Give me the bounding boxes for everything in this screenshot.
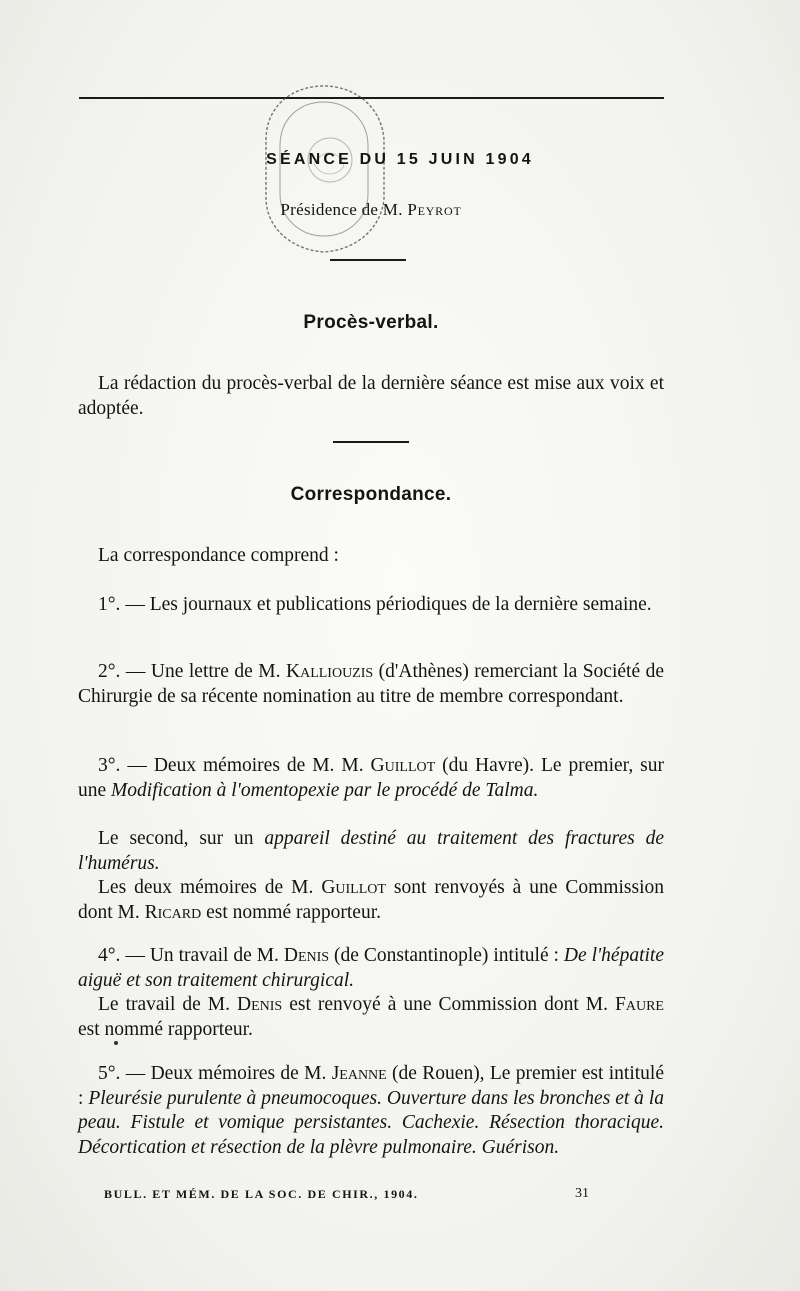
item-4-paragraph-2: Le travail de M. Denis est renvoyé à une Commission dont M. Faure est nommé rapporteur.	[78, 994, 664, 1040]
library-stamp	[252, 78, 394, 260]
item-text: — Les journaux et publications périodiques de la dernière semaine.	[120, 594, 652, 615]
memoir-title: Modification à l'omentopexie par le procédé de Talma.	[111, 779, 539, 801]
presidence-prefix: Présidence de M.	[280, 200, 403, 219]
proces-verbal-text: La rédaction du procès-verbal de la dernière séance est mise aux voix et adoptée.	[78, 373, 664, 419]
item-3-paragraph-1: 3°. — Deux mémoires de M. M. Guillot (du Havre). Le premier, sur une Modification à l'omentopexie par le procédé de Talma.	[78, 755, 665, 801]
page-number: 31	[575, 1186, 589, 1201]
person-name: Guillot	[370, 755, 436, 776]
item-number: 5°.	[98, 1063, 121, 1084]
person-name: Ricard	[144, 901, 202, 923]
item-number: 4°.	[98, 945, 121, 966]
work-title: De l'hépatite aiguë et son traitement chirurgical.	[78, 945, 664, 991]
section-divider	[333, 441, 409, 443]
presidence-line	[0, 200, 742, 220]
correspondance-item-2: 2°. — Une lettre de M. Kalliouzis (d'Athènes) remerciant la Société de Chirurgie de sa récente nomination au titre de membre correspondant.	[78, 661, 664, 707]
item-3-paragraph-2: Le second, sur un appareil destiné au traitement des fractures de l'humérus.	[78, 828, 664, 874]
item-4-paragraph-1: 4°. — Un travail de M. Denis (de Constantinople) intitulé : De l'hépatite aiguë et son traitement chirurgical.	[78, 945, 664, 991]
running-footer: BULL. ET MÉM. DE LA SOC. DE CHIR., 1904.	[104, 1187, 419, 1201]
short-rule-under-presidence	[330, 259, 406, 261]
memoir-title: appareil destiné au traitement des fractures de l'humérus.	[78, 828, 664, 874]
president-name: Peyrot	[407, 200, 462, 219]
session-title: SÉANCE DU 15 JUIN 1904	[266, 151, 534, 168]
item-3-paragraph-3: Les deux mémoires de M. Guillot sont renvoyés à une Commission dont M. Ricard est nommé rapporteur.	[78, 877, 664, 923]
proces-verbal-heading: Procès-verbal.	[303, 312, 439, 333]
person-name: Kalliouzis	[286, 661, 374, 682]
correspondance-intro: La correspondance comprend :	[98, 545, 339, 566]
person-name: Denis	[283, 945, 330, 966]
ink-speck	[114, 1041, 118, 1045]
item-number: 3°.	[98, 755, 121, 776]
person-name: Jeanne	[331, 1063, 387, 1084]
memoir-title: Pleurésie purulente à pneumocoques. Ouverture dans les bronches et à la peau. Fistule et vomique persistantes. Cachexie. Résection thoracique. Décortication et résection de la plèvre pulmonaire. Guérison.	[78, 1087, 665, 1158]
correspondance-heading: Correspondance.	[290, 484, 452, 505]
correspondance-item-5: 5°. — Deux mémoires de M. Jeanne (de Rouen), Le premier est intitulé : Pleurésie purulente à pneumocoques. Ouverture dans les bronches et à la peau. Fistule et vomique persistantes. Cachexie. Résection thoracique. Décortication et résection de la plèvre pulmonaire. Guérison.	[78, 1063, 665, 1158]
person-name: Guillot	[321, 877, 386, 898]
correspondance-item-1	[78, 593, 664, 618]
item-number: 1°.	[98, 594, 121, 615]
person-name: Faure	[615, 994, 664, 1015]
person-name: Denis	[237, 994, 283, 1015]
item-number: 2°.	[98, 661, 121, 682]
